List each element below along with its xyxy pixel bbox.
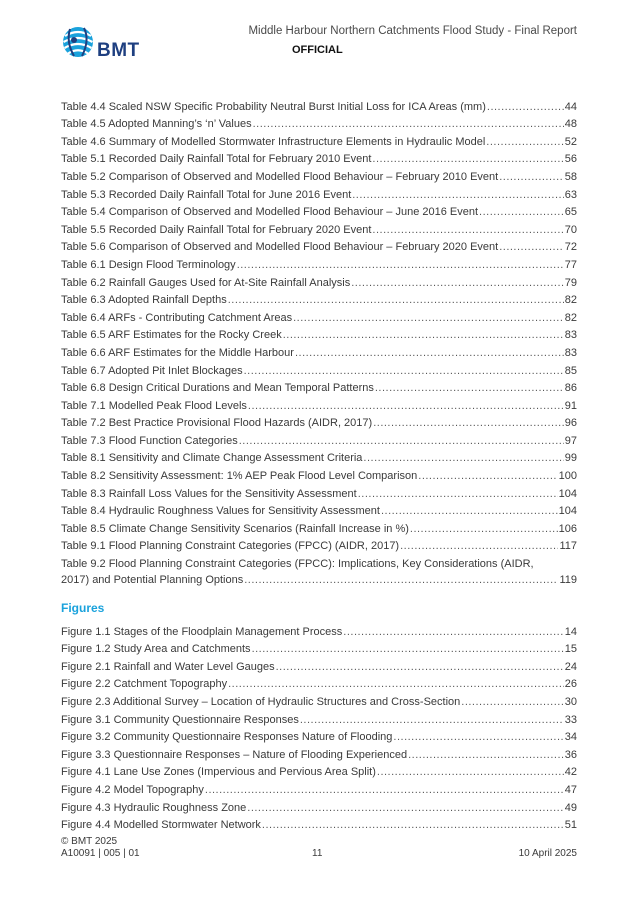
toc-table-entry[interactable] xyxy=(61,325,577,343)
toc-entry-page: 83 xyxy=(564,329,577,342)
toc-table-entry[interactable] xyxy=(61,501,577,519)
toc-entry-label: Table 5.5 Recorded Daily Rainfall Total for February 2020 Event xyxy=(61,223,372,236)
toc-entry-page: 63 xyxy=(564,188,577,201)
dot-leader xyxy=(205,784,564,797)
toc-entry-label: Figure 4.1 Lane Use Zones (Impervious and Pervious Area Split) xyxy=(61,766,376,779)
toc-entry-label: Table 7.1 Modelled Peak Flood Levels xyxy=(61,399,247,412)
toc-entry-label: Table 5.3 Recorded Daily Rainfall Total for June 2016 Event xyxy=(61,188,352,201)
toc-entry-label: Figure 3.1 Community Questionnaire Responses xyxy=(61,713,299,726)
dot-leader xyxy=(247,802,563,815)
toc-entry-label: Table 7.2 Best Practice Provisional Flood Hazards (AIDR, 2017) xyxy=(61,417,373,430)
toc-entry-label: Figure 2.2 Catchment Topography xyxy=(61,678,228,691)
toc-entry-page: 104 xyxy=(558,487,577,500)
toc-entry-page: 33 xyxy=(564,713,577,726)
dot-leader xyxy=(276,661,564,674)
dot-leader xyxy=(248,400,564,413)
toc-entry-label: Figure 2.3 Additional Survey – Location of Hydraulic Structures and Cross-Section xyxy=(61,695,461,708)
dot-leader xyxy=(393,731,563,744)
toc-table-entry[interactable] xyxy=(61,272,577,290)
toc-entry-page: 52 xyxy=(564,135,577,148)
toc-table-entry[interactable] xyxy=(61,483,577,501)
toc-entry-label: Table 4.4 Scaled NSW Specific Probability Neutral Burst Initial Loss for ICA Areas (mm) xyxy=(61,100,486,113)
logo-text: BMT xyxy=(97,40,140,61)
toc-table-entry[interactable] xyxy=(61,237,577,255)
toc-entry-page: 82 xyxy=(564,311,577,324)
footer-left xyxy=(61,836,140,860)
toc-entry-page: 42 xyxy=(564,766,577,779)
toc-table-entry[interactable] xyxy=(61,202,577,220)
toc-entry-label: Table 5.4 Comparison of Observed and Modelled Flood Behaviour – June 2016 Event xyxy=(61,206,479,219)
toc-entry-page: 65 xyxy=(564,206,577,219)
dot-leader xyxy=(253,118,564,131)
toc-entry-label: Table 6.7 Adopted Pit Inlet Blockages xyxy=(61,364,243,377)
toc-entry-page: 34 xyxy=(564,731,577,744)
toc-figure-entry[interactable] xyxy=(61,674,577,692)
toc-entry-page: 51 xyxy=(564,819,577,832)
toc-entry-label: Table 5.2 Comparison of Observed and Modelled Flood Behaviour – February 2010 Event xyxy=(61,170,499,183)
toc-entry-label: Table 8.5 Climate Change Sensitivity Scenarios (Rainfall Increase in %) xyxy=(61,522,409,535)
toc-entry-label: Table 6.4 ARFs - Contributing Catchment Areas xyxy=(61,311,293,324)
footer-copyright: © BMT 2025 xyxy=(61,836,118,847)
toc-table-entry[interactable] xyxy=(61,465,577,483)
toc-entry-page: 82 xyxy=(564,294,577,307)
toc-entry-label: Table 8.2 Sensitivity Assessment: 1% AEP Peak Flood Level Comparison xyxy=(61,470,418,483)
dot-leader xyxy=(372,224,563,237)
dot-leader xyxy=(372,153,563,166)
toc-entry-page: 36 xyxy=(564,748,577,761)
dot-leader xyxy=(363,452,563,465)
bmt-logo xyxy=(60,24,150,64)
toc-figure-entry[interactable] xyxy=(61,727,577,745)
toc-entry-page: 85 xyxy=(564,364,577,377)
toc-entry-page: 83 xyxy=(564,346,577,359)
toc-entry-label: Figure 3.3 Questionnaire Responses – Nature of Flooding Experienced xyxy=(61,748,408,761)
dot-leader xyxy=(418,470,557,483)
toc-entry-label: Table 4.6 Summary of Modelled Stormwater Infrastructure Elements in Hydraulic Model xyxy=(61,135,486,148)
toc-entry-label: Figure 2.1 Rainfall and Water Level Gauges xyxy=(61,660,275,673)
toc-figure-entry[interactable] xyxy=(61,621,577,639)
dot-leader xyxy=(343,626,563,639)
toc-table-entry[interactable] xyxy=(61,536,577,554)
dot-leader xyxy=(244,365,564,378)
dot-leader xyxy=(262,819,564,832)
toc-entry-page: 58 xyxy=(564,170,577,183)
toc-figure-entry[interactable] xyxy=(61,639,577,657)
toc-entry-page: 26 xyxy=(564,678,577,691)
toc-entry-label: Figure 3.2 Community Questionnaire Responses Nature of Flooding xyxy=(61,731,393,744)
toc-table-entry[interactable] xyxy=(61,378,577,396)
dot-leader xyxy=(377,766,564,779)
toc-entry-label: Figure 1.2 Study Area and Catchments xyxy=(61,643,251,656)
dot-leader xyxy=(400,540,558,553)
toc-entry-page: 56 xyxy=(564,153,577,166)
toc-figure-entry[interactable] xyxy=(61,779,577,797)
toc-table-entry[interactable] xyxy=(61,149,577,167)
toc-figure-entry[interactable] xyxy=(61,691,577,709)
toc-entry-page: 104 xyxy=(558,505,577,518)
dot-leader xyxy=(479,206,564,219)
dot-leader xyxy=(244,574,558,587)
dot-leader xyxy=(499,171,564,184)
toc-entry-page: 70 xyxy=(564,223,577,236)
toc-table-entry[interactable] xyxy=(61,518,577,536)
toc-entry-label: Table 4.5 Adopted Manning’s ‘n’ Values xyxy=(61,118,252,131)
toc-entry-label: Table 5.1 Recorded Daily Rainfall Total for February 2010 Event xyxy=(61,153,372,166)
dot-leader xyxy=(237,259,564,272)
dot-leader xyxy=(373,417,564,430)
toc-figure-entry[interactable] xyxy=(61,656,577,674)
dot-leader xyxy=(499,241,564,254)
dot-leader xyxy=(487,101,564,114)
toc-entry-label: Table 8.3 Rainfall Loss Values for the Sensitivity Assessment xyxy=(61,487,357,500)
footer-page-number: 11 xyxy=(312,848,323,859)
report-title: Middle Harbour Northern Catchments Flood Study - Final Report xyxy=(248,25,577,37)
dot-leader xyxy=(228,678,564,691)
classification-label: OFFICIAL xyxy=(292,44,343,56)
dot-leader xyxy=(408,749,564,762)
toc-entry-label: Table 9.2 Flood Planning Constraint Categories (FPCC): Implications, Key Considerations (AIDR, xyxy=(61,558,534,571)
dot-leader xyxy=(351,277,564,290)
toc-entry-page: 14 xyxy=(564,625,577,638)
dot-leader xyxy=(228,294,564,307)
footer-doc-ref: A10091 | 005 | 01 xyxy=(61,848,140,859)
toc-entry-label: Table 6.6 ARF Estimates for the Middle Harbour xyxy=(61,346,294,359)
dot-leader xyxy=(252,643,564,656)
toc-entry-page: 119 xyxy=(559,574,577,587)
toc-entry-label: Figure 1.1 Stages of the Floodplain Management Process xyxy=(61,625,343,638)
toc-figure-entry[interactable] xyxy=(61,744,577,762)
toc-entry-label: Table 6.8 Design Critical Durations and Mean Temporal Patterns xyxy=(61,382,374,395)
toc-figure-entry[interactable] xyxy=(61,815,577,833)
toc-entry-label: Table 6.1 Design Flood Terminology xyxy=(61,258,236,271)
toc-figure-entry[interactable] xyxy=(61,797,577,815)
toc-entry-page: 48 xyxy=(564,118,577,131)
toc-table-entry[interactable] xyxy=(61,290,577,308)
figures-list xyxy=(61,621,577,832)
toc-entry-label: Table 8.1 Sensitivity and Climate Change Assessment Criteria xyxy=(61,452,363,465)
toc-entry-page: 72 xyxy=(564,241,577,254)
toc-table-entry[interactable] xyxy=(61,395,577,413)
toc-figure-entry[interactable] xyxy=(61,709,577,727)
toc-entry-page: 91 xyxy=(564,399,577,412)
toc-entry-page: 30 xyxy=(564,695,577,708)
toc-figure-entry[interactable] xyxy=(61,762,577,780)
toc-table-entry[interactable] xyxy=(61,413,577,431)
toc-entry-page: 100 xyxy=(558,470,577,483)
toc-entry-page: 96 xyxy=(564,417,577,430)
toc-table-entry[interactable] xyxy=(61,96,577,114)
dot-leader xyxy=(295,347,564,360)
toc-entry-page: 117 xyxy=(559,540,577,553)
toc-entry-page: 99 xyxy=(564,452,577,465)
toc-table-entry[interactable] xyxy=(61,166,577,184)
toc-table-entry[interactable] xyxy=(61,360,577,378)
toc-entry-page: 24 xyxy=(564,660,577,673)
dot-leader xyxy=(283,329,564,342)
toc-table-entry[interactable] xyxy=(61,553,577,587)
toc-entry-label: Table 6.3 Adopted Rainfall Depths xyxy=(61,294,227,307)
toc-entry-page: 86 xyxy=(564,382,577,395)
toc-entry-label: Table 8.4 Hydraulic Roughness Values for Sensitivity Assessment xyxy=(61,505,380,518)
figures-heading: Figures xyxy=(61,601,105,615)
dot-leader xyxy=(375,382,564,395)
toc-table-entry[interactable] xyxy=(61,184,577,202)
toc-entry-label: Table 6.2 Rainfall Gauges Used for At-Site Rainfall Analysis xyxy=(61,276,351,289)
dot-leader xyxy=(239,435,564,448)
toc-entry-page: 44 xyxy=(564,100,577,113)
toc-table-entry[interactable] xyxy=(61,307,577,325)
dot-leader xyxy=(410,523,558,536)
tables-list xyxy=(61,96,577,587)
toc-entry-label: Table 7.3 Flood Function Categories xyxy=(61,434,238,447)
dot-leader xyxy=(461,696,563,709)
toc-entry-label-continued: 2017) and Potential Planning Options xyxy=(61,574,244,587)
toc-entry-page: 47 xyxy=(564,783,577,796)
toc-table-entry[interactable] xyxy=(61,219,577,237)
toc-entry-page: 15 xyxy=(564,643,577,656)
toc-entry-label: Table 5.6 Comparison of Observed and Modelled Flood Behaviour – February 2020 Event xyxy=(61,241,499,254)
dot-leader xyxy=(358,488,558,501)
toc-table-entry[interactable] xyxy=(61,342,577,360)
toc-entry-page: 79 xyxy=(564,276,577,289)
toc-table-entry[interactable] xyxy=(61,131,577,149)
dot-leader xyxy=(293,312,564,325)
toc-entry-label: Table 9.1 Flood Planning Constraint Categories (FPCC) (AIDR, 2017) xyxy=(61,540,400,553)
toc-entry-label: Figure 4.3 Hydraulic Roughness Zone xyxy=(61,801,247,814)
toc-table-entry[interactable] xyxy=(61,430,577,448)
toc-table-entry[interactable] xyxy=(61,254,577,272)
toc-entry-label: Table 6.5 ARF Estimates for the Rocky Creek xyxy=(61,329,282,342)
toc-entry-page: 106 xyxy=(558,522,577,535)
dot-leader xyxy=(486,136,563,149)
dot-leader xyxy=(352,189,564,202)
toc-table-entry[interactable] xyxy=(61,448,577,466)
toc-entry-label: Figure 4.4 Modelled Stormwater Network xyxy=(61,819,261,832)
toc-entry-page: 49 xyxy=(564,801,577,814)
dot-leader xyxy=(381,505,558,518)
footer-date: 10 April 2025 xyxy=(518,848,577,859)
toc-table-entry[interactable] xyxy=(61,114,577,132)
toc-entry-page: 77 xyxy=(564,258,577,271)
toc-entry-label: Figure 4.2 Model Topography xyxy=(61,783,204,796)
toc-entry-page: 97 xyxy=(564,434,577,447)
dot-leader xyxy=(300,714,564,727)
